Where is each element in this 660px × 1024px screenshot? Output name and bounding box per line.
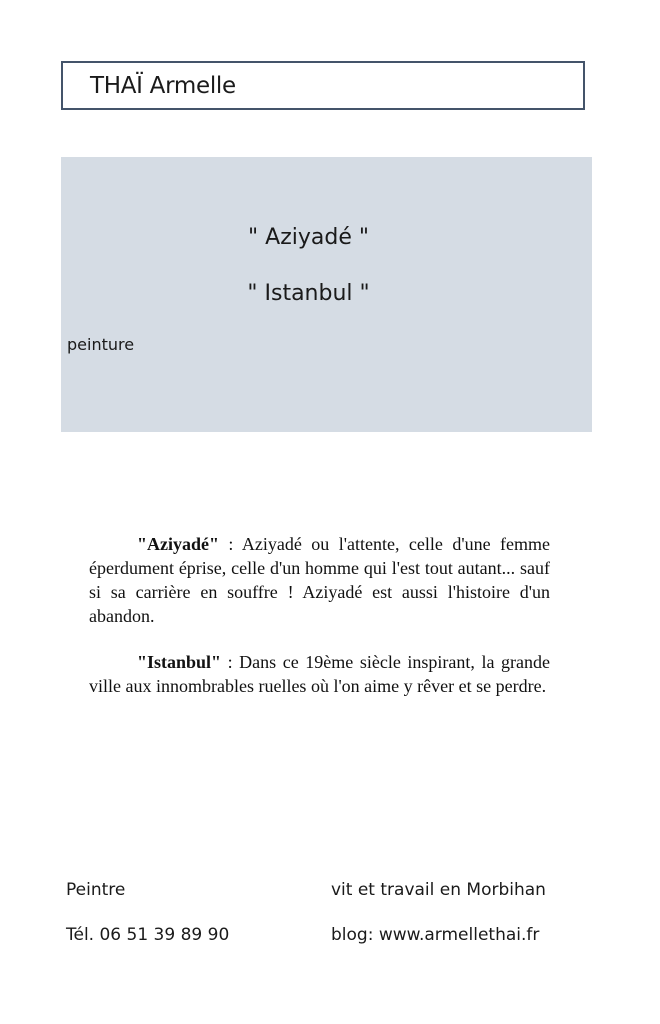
description-paragraph-istanbul [89,650,550,698]
footer-phone: Tél. 06 51 39 89 90 [66,925,230,945]
artwork-description [89,532,550,720]
description-title-aziyade: "Aziyadé" [137,534,219,554]
artist-name: THAÏ Armelle [90,73,236,99]
footer-location: vit et travail en Morbihan [331,880,546,900]
description-text-istanbul: : Dans ce 19ème siècle inspirant, la grande ville aux innombrables ruelles où l'on aime y rêver et se perdre. [89,652,550,696]
description-text-aziyade: : Aziyadé ou l'attente, celle d'une femme éperdument éprise, celle d'un homme qui l'est tout autant... sauf si sa carrière en souffre ! Aziyadé est aussi l'histoire d'un abandon. [89,534,550,626]
footer-blog-link[interactable]: blog: www.armellethai.fr [331,925,540,945]
description-title-istanbul: "Istanbul" [137,652,222,672]
artwork-panel [61,157,592,432]
artwork-title-istanbul: " Istanbul " [247,281,370,306]
description-paragraph-aziyade [89,532,550,628]
artist-name-box [61,61,585,110]
artwork-title-aziyade: " Aziyadé " [248,225,369,250]
artwork-medium: peinture [67,335,135,354]
footer-occupation: Peintre [66,880,126,900]
